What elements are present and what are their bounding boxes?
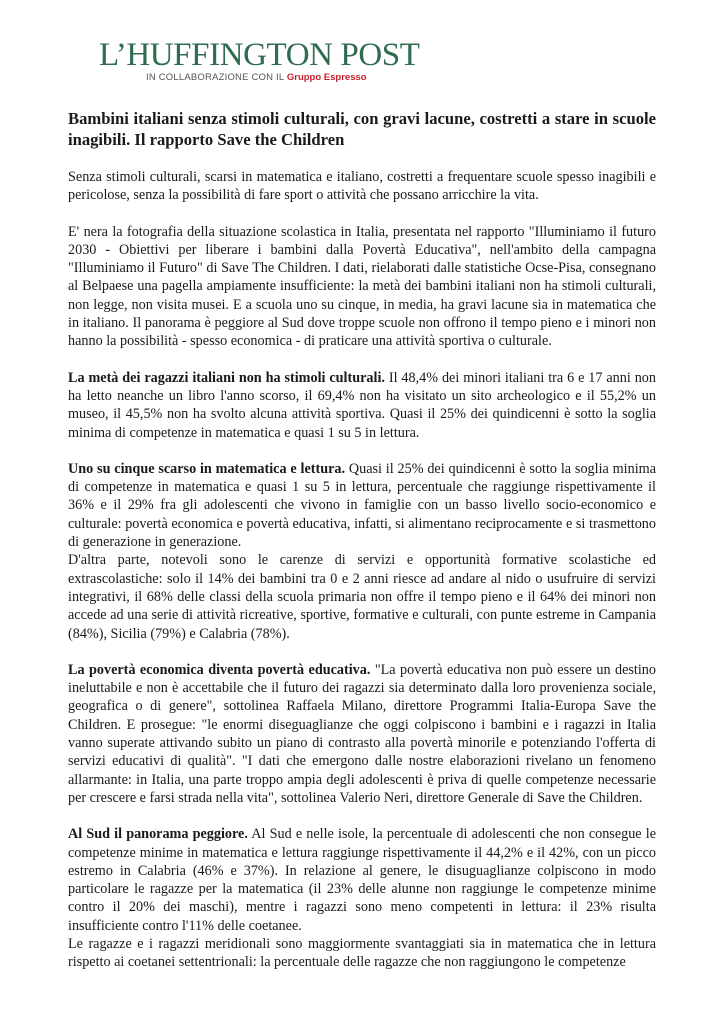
section-south: [68, 825, 656, 935]
paragraph-services: D'altra parte, notevoli sono le carenze di servizi e opportunità formative scolastiche ed extrascolastiche: solo il 14% dei bambini tra 0 e 2 anni riesce ad andare al nido o usufruire di servizi integrativi, il 68% delle classi della scuola primaria non offre il tempo pieno e il 64% dei minori non accede ad una serie di attività ricreative, sportive, formative e culturali, con punte estreme in Campania (84%), Sicilia (79%) e Calabria (78%).: [68, 552, 656, 642]
paragraph-overview: E' nera la fotografia della situazione scolastica in Italia, presentata nel rapporto "Illuminiamo il futuro 2030 - Obiettivi per liberare i bambini dalla Povertà Educativa", nell'ambito della campagna "Illuminiamo il Futuro" di Save The Children. I dati, rielaborati dalle statistiche Ocse-Pisa, consegnano al Belpaese una pagella ampiamente insufficiente: la metà dei bambini italiani non ha stimoli culturali, non legge, non visita musei. E a scuola uno su cinque, in media, ha gravi lacune sia in matematica che in italiano. Il panorama è peggiore al Sud dove troppe scuole non offrono il tempo pieno e i minori non hanno la possibilità - spesso economica - di praticare una attività sportiva o culturale.: [68, 223, 656, 350]
logo-subtitle: [146, 72, 419, 83]
article-intro: Senza stimoli culturali, scarsi in matematica e italiano, costretti a frequentare scuole spesso inagibili e pericolose, senza la possibilità di fare sport o attività che possano arricchire la vita.: [68, 169, 656, 204]
paragraph-south-more: Le ragazze e i ragazzi meridionali sono maggiormente svantaggiati sia in matematica che in lettura rispetto ai coetanei settentrionali: la percentuale delle ragazze che non raggiungono le competenze: [68, 935, 656, 971]
section-lead: Al Sud il panorama peggiore.: [68, 826, 248, 843]
section-lead: Uno su cinque scarso in matematica e lettura.: [68, 460, 346, 477]
logo-title: L’HUFFINGTON POST: [99, 37, 420, 73]
logo-sub-prefix: IN COLLABORAZIONE CON IL: [146, 72, 285, 83]
logo-sub-brand: Gruppo Espresso: [286, 72, 367, 83]
section-text: Al Sud e nelle isole, la percentuale di adolescenti che non consegue le competenze minime in matematica e lettura raggiunge rispettivamente il 44,2% e il 42%, con un picco estremo in Calabria (46% e 37%). In relazione al genere, le disuguaglianze colpiscono in modo particolare le ragazze per la matematica (il 23% delle alunne non raggiunge le competenze minime contro il 20% dei maschi), mentre i ragazzi sono meno competenti in lettura: il 23% risulta insufficiente contro l'11% delle coetanee.: [68, 826, 656, 934]
section-lead: La povertà economica diventa povertà educativa.: [68, 661, 371, 678]
section-text: "La povertà educativa non può essere un destino ineluttabile e non è accettabile che il futuro dei ragazzi sia determinato dalla loro provenienza sociale, geografica o di genere", sottolinea Raffaela Milano, direttore Programmi Italia-Europa Save the Children. E prosegue: "le enormi diseguaglianze che oggi colpiscono i bambini e i ragazzi in Italia vanno superate attivando subito un piano di contrasto alla povertà minorile e potenziando l'offerta di servizi educativi di qualità". "I dati che emergono dalle nostre elaborazioni rivelano un fenomeno allarmante: in Italia, una parte troppo ampia degli adolescenti è priva di quelle competenze necessarie per crescere e farsi strada nella vita", sottolinea Valerio Neri, direttore Generale di Save the Children.: [68, 661, 656, 806]
article-body: [68, 108, 656, 972]
section-lead: La metà dei ragazzi italiani non ha stimoli culturali.: [68, 369, 385, 386]
section-math-reading: [68, 460, 656, 551]
section-text: Il 48,4% dei minori italiani tra 6 e 17 anni non ha letto neanche un libro l'anno scorso, il 69,4% non ha visitato un sito archeologico e il 55,2% un museo, il 45,5% non ha svolto alcuna attività sportiva. Quasi il 25% dei quindicenni è sotto la soglia minima di competenze in matematica e quasi 1 su 5 in lettura.: [68, 369, 656, 441]
section-economic-poverty: [68, 661, 656, 807]
section-text: Quasi il 25% dei quindicenni è sotto la soglia minima di competenze in matematica e quasi 1 su 5 in lettura, percentuale che raggiunge rispettivamente il 36% e il 29% fra gli adolescenti che vivono in famiglie con un basso livello socio-economico e culturale: povertà economica e povertà educativa, infatti, si alimentano reciprocamente e si trasmettono di generazione in generazione.: [68, 460, 656, 551]
section-cultural-stimuli: [68, 369, 656, 442]
article-title: Bambini italiani senza stimoli culturali, con gravi lacune, costretti a stare in scuole inagibili. Il rapporto Save the Children: [68, 109, 656, 149]
huffington-post-logo: [99, 37, 420, 83]
